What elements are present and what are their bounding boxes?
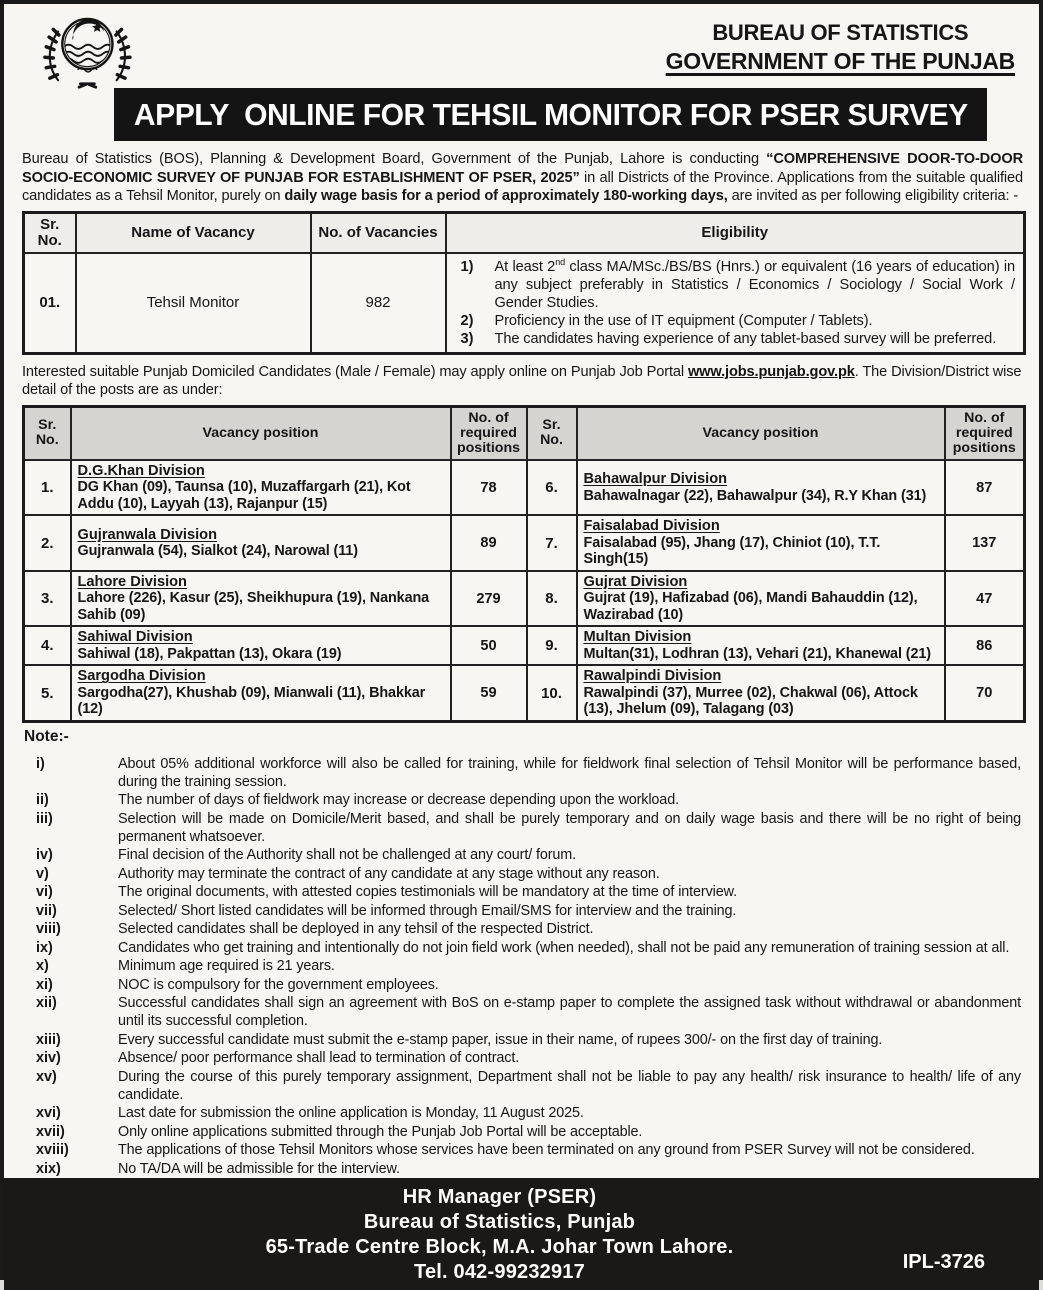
division-sr: 7. (527, 515, 577, 571)
division-count: 50 (451, 626, 527, 665)
note-text: Selection will be made on Domicile/Merit based, and shall be purely temporary and on daily wage basis and there will be no right of being permanent whatsoever. (118, 810, 1021, 845)
col-vacancy-position: Vacancy position (577, 406, 945, 460)
division-sr: 2. (24, 515, 71, 571)
eligibility-item (453, 312, 1016, 330)
division-cell (71, 460, 451, 516)
contact-phone: Tel. 042-99232917 (414, 1261, 585, 1284)
intro-seg: are invited as per following eligibility criteria: - (727, 188, 1019, 205)
division-districts: Lahore (226), Kasur (25), Sheikhupura (19), Nankana Sahib (09) (77, 590, 430, 623)
note-item (24, 920, 1025, 938)
note-num: xv) (36, 1068, 57, 1085)
note-item (24, 1141, 1025, 1159)
division-name: Bahawalpur Division (583, 471, 728, 488)
masthead (4, 4, 1039, 86)
note-item (24, 1160, 1025, 1178)
intro-seg: in all Districts of the Province. Applications from the suitable qualified candidates as a Tehsil Monitor, purely on (22, 169, 1023, 205)
apply-seg: . The Division/District wise detail of the posts are as under: (22, 363, 1022, 399)
org-name: BUREAU OF STATISTICS (712, 20, 969, 45)
elig-num: 2) (460, 312, 474, 329)
note-num: iv) (36, 847, 53, 864)
col-name-of-vacancy: Name of Vacancy (76, 212, 311, 253)
note-num: xii) (36, 995, 57, 1012)
note-num: vi) (36, 884, 53, 901)
division-name: Lahore Division (77, 573, 187, 590)
division-sr: 10. (527, 665, 577, 721)
division-count: 86 (945, 626, 1025, 665)
division-districts: Bahawalnagar (22), Bahawalpur (34), R.Y Khan (31) (583, 487, 927, 504)
note-item (24, 1049, 1025, 1067)
division-row (24, 515, 1025, 571)
eligibility-item (453, 330, 1016, 348)
gov-name: GOVERNMENT OF THE PUNJAB (665, 48, 1015, 74)
division-name: Gujrat Division (583, 573, 688, 590)
division-cell (577, 515, 945, 571)
division-sr: 1. (24, 460, 71, 516)
division-count: 78 (451, 460, 527, 516)
contact-title: HR Manager (PSER) (402, 1186, 597, 1209)
col-sr-no: Sr. No. (24, 212, 76, 253)
division-count: 89 (451, 515, 527, 571)
note-text: Selected/ Short listed candidates will be informed through Email/SMS for interview and the training. (118, 902, 737, 919)
division-cell (71, 626, 451, 665)
note-item (24, 994, 1025, 1030)
note-num: xvii) (36, 1123, 65, 1140)
division-sr: 6. (527, 460, 577, 516)
elig-superscript: nd (555, 256, 566, 267)
division-districts: Faisalabad (95), Jhang (17), Chiniot (10), T.T. Singh(15) (583, 534, 881, 568)
division-districts: Rawalpindi (37), Murree (02), Chakwal (06), Attock (13), Jhelum (09), Talagang (03) (583, 684, 918, 718)
note-text: Final decision of the Authority shall not be challenged at any court/ forum. (118, 847, 577, 864)
division-count: 137 (945, 515, 1025, 571)
note-num: xiii) (36, 1031, 61, 1048)
division-sr: 4. (24, 626, 71, 665)
vacancy-count: 982 (311, 253, 446, 354)
division-cell (577, 626, 945, 665)
note-num: vii) (36, 902, 57, 919)
col-required-positions: No. of required positions (945, 406, 1025, 460)
division-row (24, 571, 1025, 627)
division-count: 87 (945, 460, 1025, 516)
note-text: Authority may terminate the contract of any candidate at any stage without any reason. (118, 865, 660, 882)
org-titles (666, 12, 1015, 86)
col-sr-no: Sr. No. (24, 406, 71, 460)
note-item (24, 902, 1025, 920)
note-num: xiv) (36, 1050, 61, 1067)
note-item (24, 846, 1025, 864)
division-sr: 8. (527, 571, 577, 627)
division-sr: 5. (24, 665, 71, 721)
note-num: i) (36, 755, 45, 772)
note-item (24, 957, 1025, 975)
note-text: The original documents, with attested copies testimonials will be mandatory at the time of interview. (118, 884, 737, 901)
divisions-table-header-row (24, 406, 1025, 460)
division-sr: 9. (527, 626, 577, 665)
elig-num: 3) (460, 330, 474, 347)
note-num: iii) (36, 810, 53, 827)
division-row (24, 626, 1025, 665)
division-count: 59 (451, 665, 527, 721)
elig-num: 1) (460, 258, 474, 275)
note-text: The applications of those Tehsil Monitors whose services have been terminated on any ground from PSER Survey will not be considered. (118, 1142, 975, 1159)
division-count: 47 (945, 571, 1025, 627)
note-item (24, 1068, 1025, 1104)
col-required-positions: No. of required positions (451, 406, 527, 460)
elig-text (495, 258, 1016, 312)
division-cell (577, 571, 945, 627)
intro-paragraph (22, 150, 1023, 206)
col-eligibility: Eligibility (446, 212, 1025, 253)
col-sr-no: Sr. No. (527, 406, 577, 460)
divisions-table (22, 405, 1026, 723)
note-text: Absence/ poor performance shall lead to termination of contract. (118, 1050, 520, 1067)
note-item (24, 865, 1025, 883)
division-name: Gujranwala Division (77, 526, 217, 543)
contact-address: 65-Trade Centre Block, M.A. Johar Town Lahore. (265, 1236, 734, 1259)
note-text: About 05% additional workforce will also be called for training, while for fieldwork final selection of Tehsil Monitor will be performance based, during the training session. (118, 755, 1021, 790)
note-num: viii) (36, 921, 61, 938)
note-item (24, 939, 1025, 957)
col-vacancy-position: Vacancy position (71, 406, 451, 460)
note-text: Candidates who get training and intentionally do not join field work (when needed), shall not be paid any remuneration of training session at all. (118, 939, 1010, 956)
note-num: x) (36, 958, 49, 975)
note-item (24, 976, 1025, 994)
division-districts: Sargodha(27), Khushab (09), Mianwali (11), Bhakkar (12) (77, 684, 426, 718)
note-num: ii) (36, 792, 49, 809)
division-count: 279 (451, 571, 527, 627)
division-row (24, 665, 1025, 721)
note-text: Only online applications submitted through the Punjab Job Portal will be acceptable. (118, 1123, 643, 1140)
col-no-of-vacancies: No. of Vacancies (311, 212, 446, 253)
vacancy-table (22, 211, 1026, 355)
division-name: Sargodha Division (77, 668, 206, 685)
note-num: ix) (36, 939, 53, 956)
punjab-government-emblem-icon (34, 12, 138, 90)
division-name: Faisalabad Division (583, 518, 720, 535)
division-cell (71, 571, 451, 627)
note-item (24, 755, 1025, 791)
vacancy-row (24, 253, 1025, 354)
division-cell (71, 665, 451, 721)
note-text: NOC is compulsory for the government employees. (118, 976, 439, 993)
division-name: D.G.Khan Division (77, 462, 205, 479)
division-districts: Gujranwala (54), Sialkot (24), Narowal (11) (77, 543, 358, 560)
division-cell (71, 515, 451, 571)
note-text: Selected candidates shall be deployed in any tehsil of the respected District. (118, 921, 594, 938)
footer-contact-bar (4, 1178, 1039, 1290)
elig-text: The candidates having experience of any tablet-based survey will be preferred. (494, 330, 997, 347)
elig-text-pre: At least 2 (494, 258, 556, 275)
note-item (24, 1104, 1025, 1122)
division-districts: Sahiwal (18), Pakpattan (13), Okara (19) (77, 645, 342, 662)
division-cell (577, 460, 945, 516)
notes-section (24, 728, 1025, 1179)
intro-seg: Bureau of Statistics (BOS), Planning & Development Board, Government of the Punjab, Lahore is conducting (22, 151, 767, 167)
note-item (24, 1031, 1025, 1049)
division-sr: 3. (24, 571, 71, 627)
eligibility-item (453, 258, 1016, 312)
headline-text: APPLY ONLINE FOR TEHSIL MONITOR FOR PSER SURVEY (133, 96, 968, 132)
note-item (24, 810, 1025, 846)
note-text: Minimum age required is 21 years. (118, 958, 335, 975)
apply-seg: Interested suitable Punjab Domiciled Candidates (Male / Female) may apply online on Punjab Job Portal (22, 363, 688, 380)
vacancy-sr: 01. (24, 253, 76, 354)
division-count: 70 (945, 665, 1025, 721)
note-num: xi) (36, 976, 53, 993)
note-text: Every successful candidate must submit the e-stamp paper, issue in their name, of rupees 300/- on the first day of training. (118, 1031, 883, 1048)
note-text: During the course of this purely temporary assignment, Department shall not be liable to pay any health/ risk insurance to health/ life of any candidate. (118, 1068, 1021, 1103)
note-num: xvi) (36, 1105, 61, 1122)
contact-org: Bureau of Statistics, Punjab (363, 1211, 636, 1234)
note-num: xix) (36, 1160, 61, 1177)
apply-paragraph (22, 363, 1023, 400)
note-item (24, 1123, 1025, 1141)
note-num: v) (36, 865, 49, 882)
division-name: Sahiwal Division (77, 629, 193, 646)
division-row (24, 460, 1025, 516)
survey-title: “COMPREHENSIVE DOOR-TO-DOOR SOCIO-ECONOMIC SURVEY OF PUNJAB FOR ESTABLISHMENT OF PSER, 2025” (22, 151, 1023, 186)
advert-ref-number: IPL-3726 (902, 1251, 985, 1274)
division-districts: DG Khan (09), Taunsa (10), Muzaffargarh (21), Kot Addu (10), Layyah (13), Rajanpur (15) (77, 479, 411, 512)
note-item (24, 883, 1025, 901)
division-cell (577, 665, 945, 721)
notes-label: Note:- (24, 727, 69, 745)
division-name: Multan Division (583, 629, 692, 646)
note-item (24, 791, 1025, 809)
contact-block (266, 1185, 734, 1285)
headline-banner (114, 88, 987, 141)
elig-text: Proficiency in the use of IT equipment (Computer / Tablets). (494, 312, 873, 329)
vacancy-table-header-row (24, 212, 1025, 253)
job-portal-link[interactable]: www.jobs.punjab.gov.pk (687, 363, 855, 380)
eligibility-cell (446, 253, 1025, 354)
division-districts: Multan(31), Lodhran (13), Vehari (21), Khanewal (21) (583, 645, 931, 662)
note-text: No TA/DA will be admissible for the interview. (118, 1160, 400, 1177)
note-text: Successful candidates shall sign an agreement with BoS on e-stamp paper to complete the assigned task without withdrawal or abandonment until its successful completion. (118, 995, 1021, 1030)
vacancy-name: Tehsil Monitor (76, 253, 311, 354)
elig-text-rest: class MA/MSc./BS/BS (Hnrs.) or equivalent (16 years of education) in any subject preferably in Statistics / Economics / Sociology / Social Work / Gender Studies. (494, 258, 1015, 311)
note-text: Last date for submission the online application is Monday, 11 August 2025. (118, 1105, 584, 1122)
division-districts: Gujrat (19), Hafizabad (06), Mandi Bahauddin (12), Wazirabad (10) (583, 590, 918, 623)
note-num: xviii) (36, 1142, 69, 1159)
wage-terms: daily wage basis for a period of approximately 180-working days, (284, 188, 728, 205)
division-name: Rawalpindi Division (583, 668, 722, 685)
note-text: The number of days of fieldwork may increase or decrease depending upon the workload. (118, 792, 679, 809)
